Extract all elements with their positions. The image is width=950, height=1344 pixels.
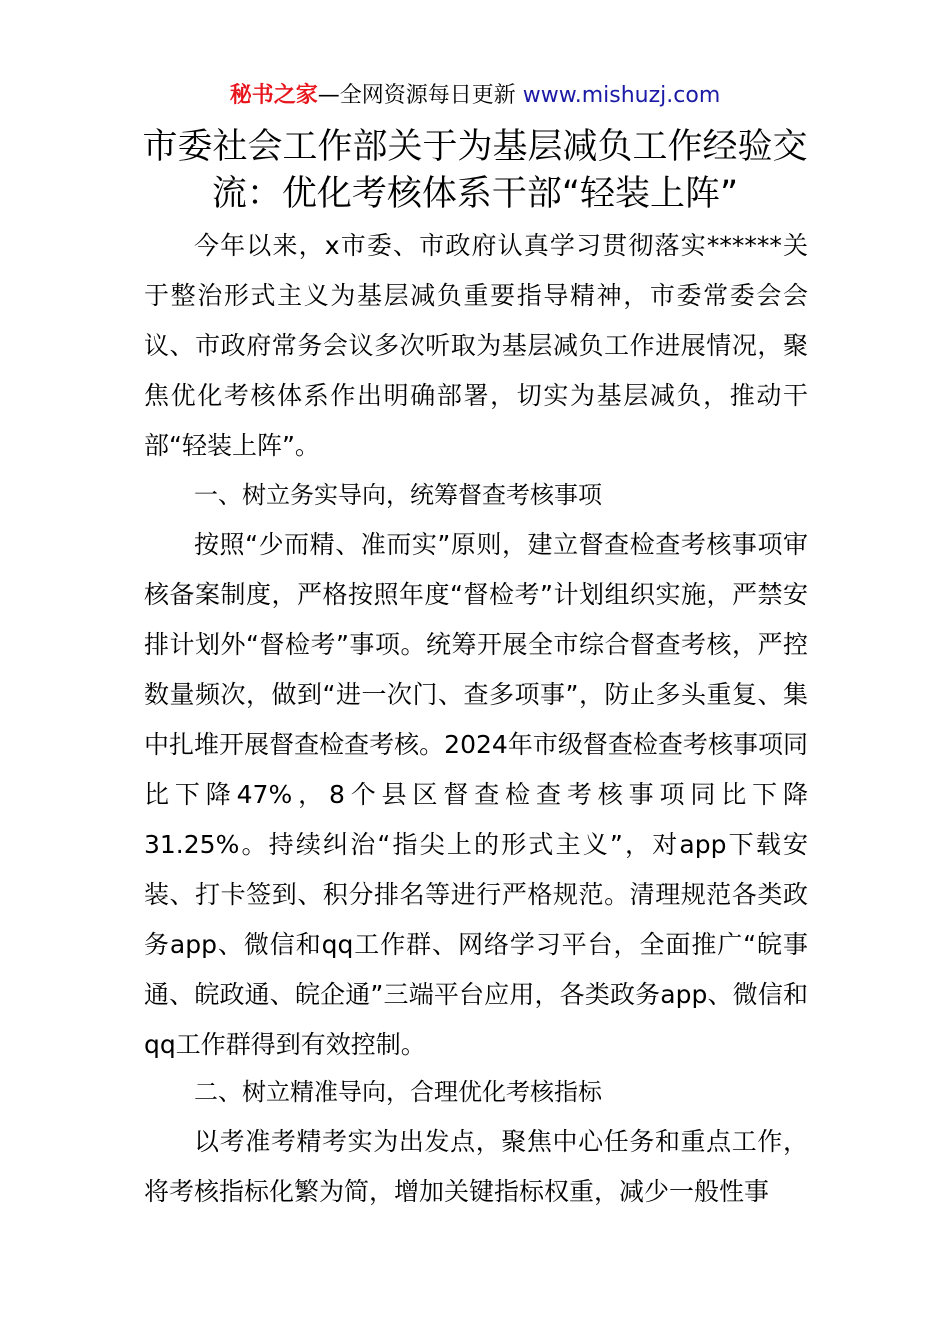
section-heading-1-block [144,470,808,520]
site-header [0,80,950,112]
section-heading-2-block [144,1067,808,1117]
body-paragraph-3-block [144,1117,808,1217]
site-url-link[interactable]: www.mishuzj.com [522,83,721,108]
header-tagline: —全网资源每日更新 [317,83,523,108]
body-paragraph: 按照“少而精、准而实”原则，建立督查检查考核事项审核备案制度，严格按照年度“督检考”计划组织实施，严禁安排计划外“督检考”事项。统筹开展全市综合督查考核，严控数量频次，做到“进一次门、查多项事”，防止多头重复、集中扎堆开展督查检查考核。2024年市级督查检查考核事项同比下降47%，8个县区督查检查考核事项同比下降31.25%。持续纠治“指尖上的形式主义”，对app下载安装、打卡签到、积分排名等进行严格规范。清理规范各类政务app、微信和qq工作群、网络学习平台，全面推广“皖事通、皖政通、皖企通”三端平台应用，各类政务app、微信和qq工作群得到有效控制。 [144,530,808,1059]
body-paragraph: 以考准考精考实为出发点，聚焦中心任务和重点工作，将考核指标化繁为简，增加关键指标权重，减少一般性事 [144,1127,808,1206]
body-paragraph: 今年以来，x市委、市政府认真学习贯彻落实******关于整治形式主义为基层减负重要指导精神，市委常委会会议、市政府常务会议多次听取为基层减负工作进展情况，聚焦优化考核体系作出明确部署，切实为基层减负，推动干部“轻装上阵”。 [144,231,808,460]
brand-name: 秘书之家 [229,83,318,108]
section-heading: 二、树立精准导向，合理优化考核指标 [194,1078,602,1106]
document-title: 市委社会工作部关于为基层减负工作经验交流：优化考核体系干部“轻装上阵” [142,127,808,214]
body-paragraph-2-block [144,520,808,1070]
section-heading: 一、树立务实导向，统筹督查考核事项 [194,481,602,509]
body-paragraph-1-block [144,221,808,471]
